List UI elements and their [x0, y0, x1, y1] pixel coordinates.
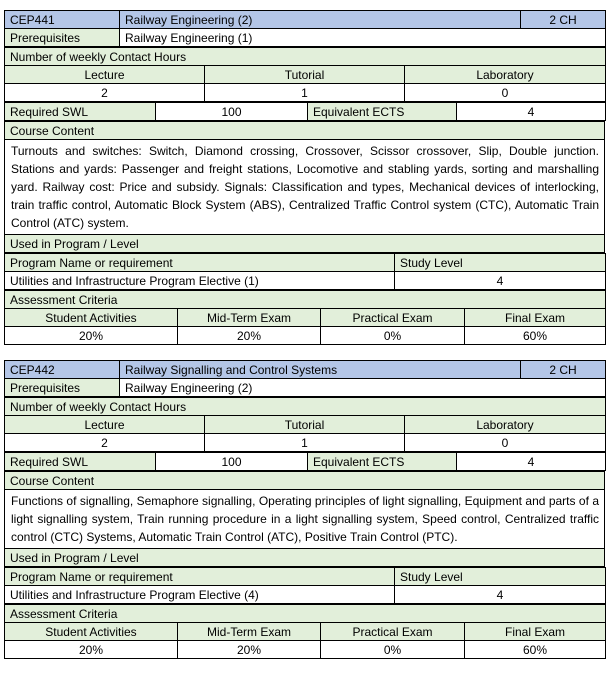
practical-label: Practical Exam	[321, 623, 465, 641]
program-name-value: Utilities and Infrastructure Program Elective (4)	[5, 586, 395, 604]
practical-value: 0%	[321, 327, 465, 345]
credit-hours: 2 CH	[521, 11, 606, 29]
course-content-text: Turnouts and switches: Switch, Diamond crossing, Crossover, Scissor crossover, Slip, Double junction. Stations and yards: Passenger and freight stations, Locomotive and stabling yards, sorting and marshalling yard. Railway cost: Price and subsidy. Signals: Classification and types, Mechanical devices of interlocking, train traffic control, Automatic Block System (ABS), Centralized Traffic Control system (CTC), Automatic Train Control (ATC) system.	[5, 140, 605, 235]
lecture-label: Lecture	[5, 66, 205, 84]
final-label: Final Exam	[465, 309, 606, 327]
student-activities-value: 20%	[5, 327, 178, 345]
used-in-label: Used in Program / Level	[5, 549, 605, 567]
study-level-value: 4	[395, 272, 606, 290]
tutorial-label: Tutorial	[205, 66, 405, 84]
lecture-value: 2	[5, 84, 205, 102]
contact-hours-table	[4, 397, 606, 452]
laboratory-label: Laboratory	[405, 416, 606, 434]
course-card-cep442	[4, 360, 605, 659]
midterm-label: Mid-Term Exam	[178, 623, 321, 641]
ects-value: 4	[457, 103, 606, 121]
student-activities-label: Student Activities	[5, 309, 178, 327]
ects-label: Equivalent ECTS	[308, 103, 457, 121]
midterm-value: 20%	[178, 641, 321, 659]
assessment-table	[4, 290, 606, 345]
laboratory-value: 0	[405, 434, 606, 452]
contact-hours-label: Number of weekly Contact Hours	[5, 48, 606, 66]
practical-value: 0%	[321, 641, 465, 659]
course-title: Railway Engineering (2)	[120, 11, 521, 29]
prerequisites-value: Railway Engineering (2)	[120, 379, 606, 397]
content-table	[4, 471, 605, 567]
program-table	[4, 567, 606, 604]
course-content-label: Course Content	[5, 122, 605, 140]
content-table	[4, 121, 605, 253]
swl-label: Required SWL	[5, 453, 156, 471]
course-title: Railway Signalling and Control Systems	[120, 361, 521, 379]
swl-label: Required SWL	[5, 103, 156, 121]
assessment-label: Assessment Criteria	[5, 291, 606, 309]
program-name-label: Program Name or requirement	[5, 568, 395, 586]
assessment-label: Assessment Criteria	[5, 605, 606, 623]
laboratory-value: 0	[405, 84, 606, 102]
lecture-label: Lecture	[5, 416, 205, 434]
study-level-label: Study Level	[395, 254, 606, 272]
course-header-table	[4, 10, 606, 47]
used-in-label: Used in Program / Level	[5, 235, 605, 253]
swl-value: 100	[156, 453, 308, 471]
student-activities-label: Student Activities	[5, 623, 178, 641]
tutorial-value: 1	[205, 84, 405, 102]
prerequisites-label: Prerequisites	[5, 29, 120, 47]
midterm-value: 20%	[178, 327, 321, 345]
swl-table	[4, 102, 606, 121]
prerequisites-label: Prerequisites	[5, 379, 120, 397]
course-card-cep441	[4, 10, 605, 345]
lecture-value: 2	[5, 434, 205, 452]
program-name-label: Program Name or requirement	[5, 254, 395, 272]
credit-hours: 2 CH	[521, 361, 606, 379]
assessment-table	[4, 604, 606, 659]
contact-hours-label: Number of weekly Contact Hours	[5, 398, 606, 416]
prerequisites-value: Railway Engineering (1)	[120, 29, 606, 47]
final-value: 60%	[465, 327, 606, 345]
program-name-value: Utilities and Infrastructure Program Elective (1)	[5, 272, 395, 290]
final-label: Final Exam	[465, 623, 606, 641]
course-code: CEP442	[5, 361, 120, 379]
study-level-value: 4	[395, 586, 606, 604]
laboratory-label: Laboratory	[405, 66, 606, 84]
study-level-label: Study Level	[395, 568, 606, 586]
course-content-label: Course Content	[5, 472, 605, 490]
student-activities-value: 20%	[5, 641, 178, 659]
swl-value: 100	[156, 103, 308, 121]
course-content-text: Functions of signalling, Semaphore signalling, Operating principles of light signalling, Equipment and parts of a light signalling system, Train running procedure in a light signalling system, Speed control, Centralized traffic control (CTC) Systems, Automatic Train Control (ATC), Positive Train Control (PTC).	[5, 490, 605, 549]
program-table	[4, 253, 606, 290]
ects-label: Equivalent ECTS	[308, 453, 457, 471]
tutorial-value: 1	[205, 434, 405, 452]
final-value: 60%	[465, 641, 606, 659]
ects-value: 4	[457, 453, 606, 471]
midterm-label: Mid-Term Exam	[178, 309, 321, 327]
contact-hours-table	[4, 47, 606, 102]
practical-label: Practical Exam	[321, 309, 465, 327]
swl-table	[4, 452, 606, 471]
course-code: CEP441	[5, 11, 120, 29]
course-header-table	[4, 360, 606, 397]
tutorial-label: Tutorial	[205, 416, 405, 434]
